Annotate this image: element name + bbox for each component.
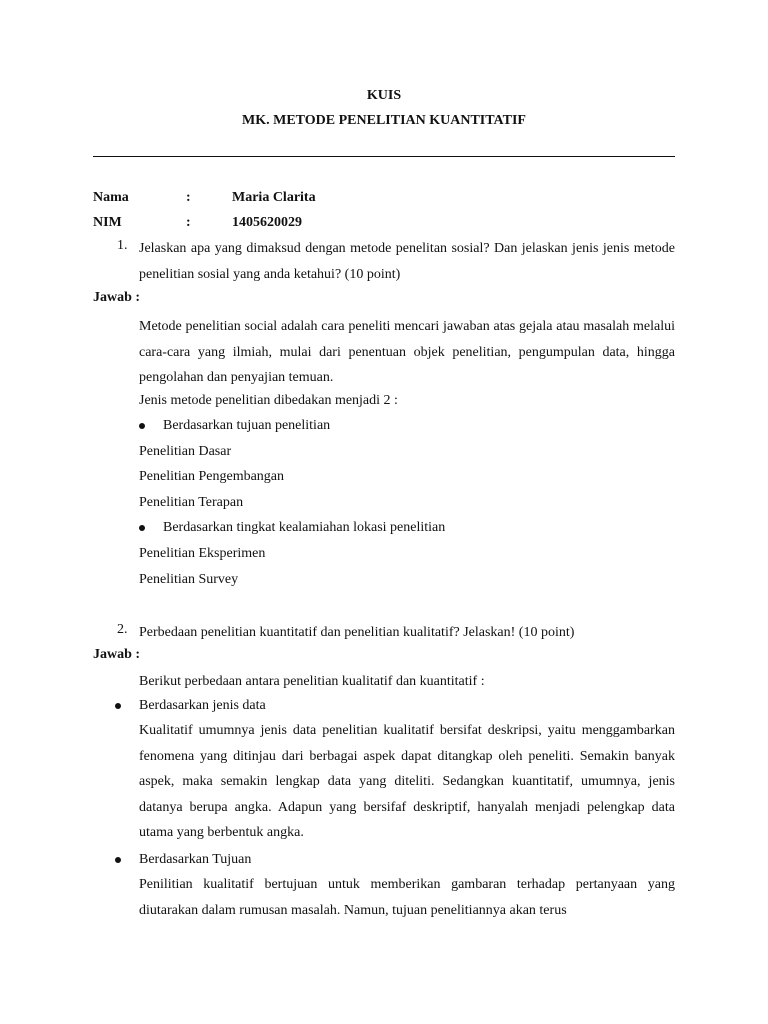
nama-value: Maria Clarita xyxy=(232,190,316,205)
answer-1-bullet-1-text: Berdasarkan tujuan penelitian xyxy=(163,418,331,433)
document-subtitle: MK. METODE PENELITIAN KUANTITATIF xyxy=(242,113,526,128)
nama-colon: : xyxy=(186,190,191,205)
answer-2-bullet-1-text: Berdasarkan jenis data xyxy=(139,698,266,713)
answer-1-label: Jawab : xyxy=(93,290,141,305)
answer-1-paragraph: Metode penelitian social adalah cara peneliti mencari jawaban atas gejala atau masalah melalui cara-cara yang ilmiah, mulai dari penentuan objek penelitian, pengumpulan data, hingga pengolahan dan penyajian temuan. xyxy=(139,319,675,385)
question-2-number: 2. xyxy=(117,622,128,637)
list-item: Penelitian Survey xyxy=(139,572,239,587)
nim-colon: : xyxy=(186,215,191,230)
answer-2-bullet-2-text: Berdasarkan Tujuan xyxy=(139,852,252,867)
list-item: Penelitian Dasar xyxy=(139,444,232,459)
list-item: Penelitian Pengembangan xyxy=(139,469,285,484)
identity-nim-row xyxy=(93,215,675,235)
answer-2-label: Jawab : xyxy=(93,647,141,662)
bullet-icon xyxy=(139,525,145,531)
question-1-text: Jelaskan apa yang dimaksud dengan metode penelitan sosial? Dan jelaskan jenis jenis metode penelitian sosial yang anda ketahui? (10 point) xyxy=(139,241,675,282)
header-divider xyxy=(93,156,675,157)
bullet-icon xyxy=(139,423,145,429)
list-item: Penelitian Terapan xyxy=(139,495,244,510)
nim-value: 1405620029 xyxy=(232,215,302,230)
bullet-icon xyxy=(115,703,121,709)
answer-2-bullet-1-paragraph: Kualitatif umumnya jenis data penelitian kualitatif bersifat deskripsi, yaitu menggambarkan fenomena yang ditinjau dari berbagai aspek dapat ditangkap oleh peneliti. Semakin banyak aspek, maka semakin lengkap data yang diteliti. Sedangkan kuantitatif, umumnya, jenis datanya berupa angka. Adapun yang bersifaf deskriptif, hanyalah menjadi pelengkap data utama yang berbentuk angka. xyxy=(139,723,675,840)
nama-label: Nama xyxy=(93,190,129,205)
bullet-icon xyxy=(115,857,121,863)
answer-1-bullet-2-text: Berdasarkan tingkat kealamiahan lokasi penelitian xyxy=(163,520,446,535)
nim-label: NIM xyxy=(93,215,122,230)
question-1-number: 1. xyxy=(117,238,128,253)
document-title: KUIS xyxy=(366,88,402,103)
answer-1-types-intro: Jenis metode penelitian dibedakan menjadi 2 : xyxy=(139,393,398,408)
identity-nama-row xyxy=(93,190,675,210)
answer-2-bullet-2-paragraph: Penilitian kualitatif bertujuan untuk memberikan gambaran terhadap pertanyaan yang diutarakan dalam rumusan masalah. Namun, tujuan penelitiannya akan terus xyxy=(139,877,675,918)
list-item: Penelitian Eksperimen xyxy=(139,546,266,561)
answer-2-intro: Berikut perbedaan antara penelitian kualitatif dan kuantitatif : xyxy=(139,674,485,689)
question-2-text: Perbedaan penelitian kuantitatif dan penelitian kualitatif? Jelaskan! (10 point) xyxy=(139,625,575,640)
